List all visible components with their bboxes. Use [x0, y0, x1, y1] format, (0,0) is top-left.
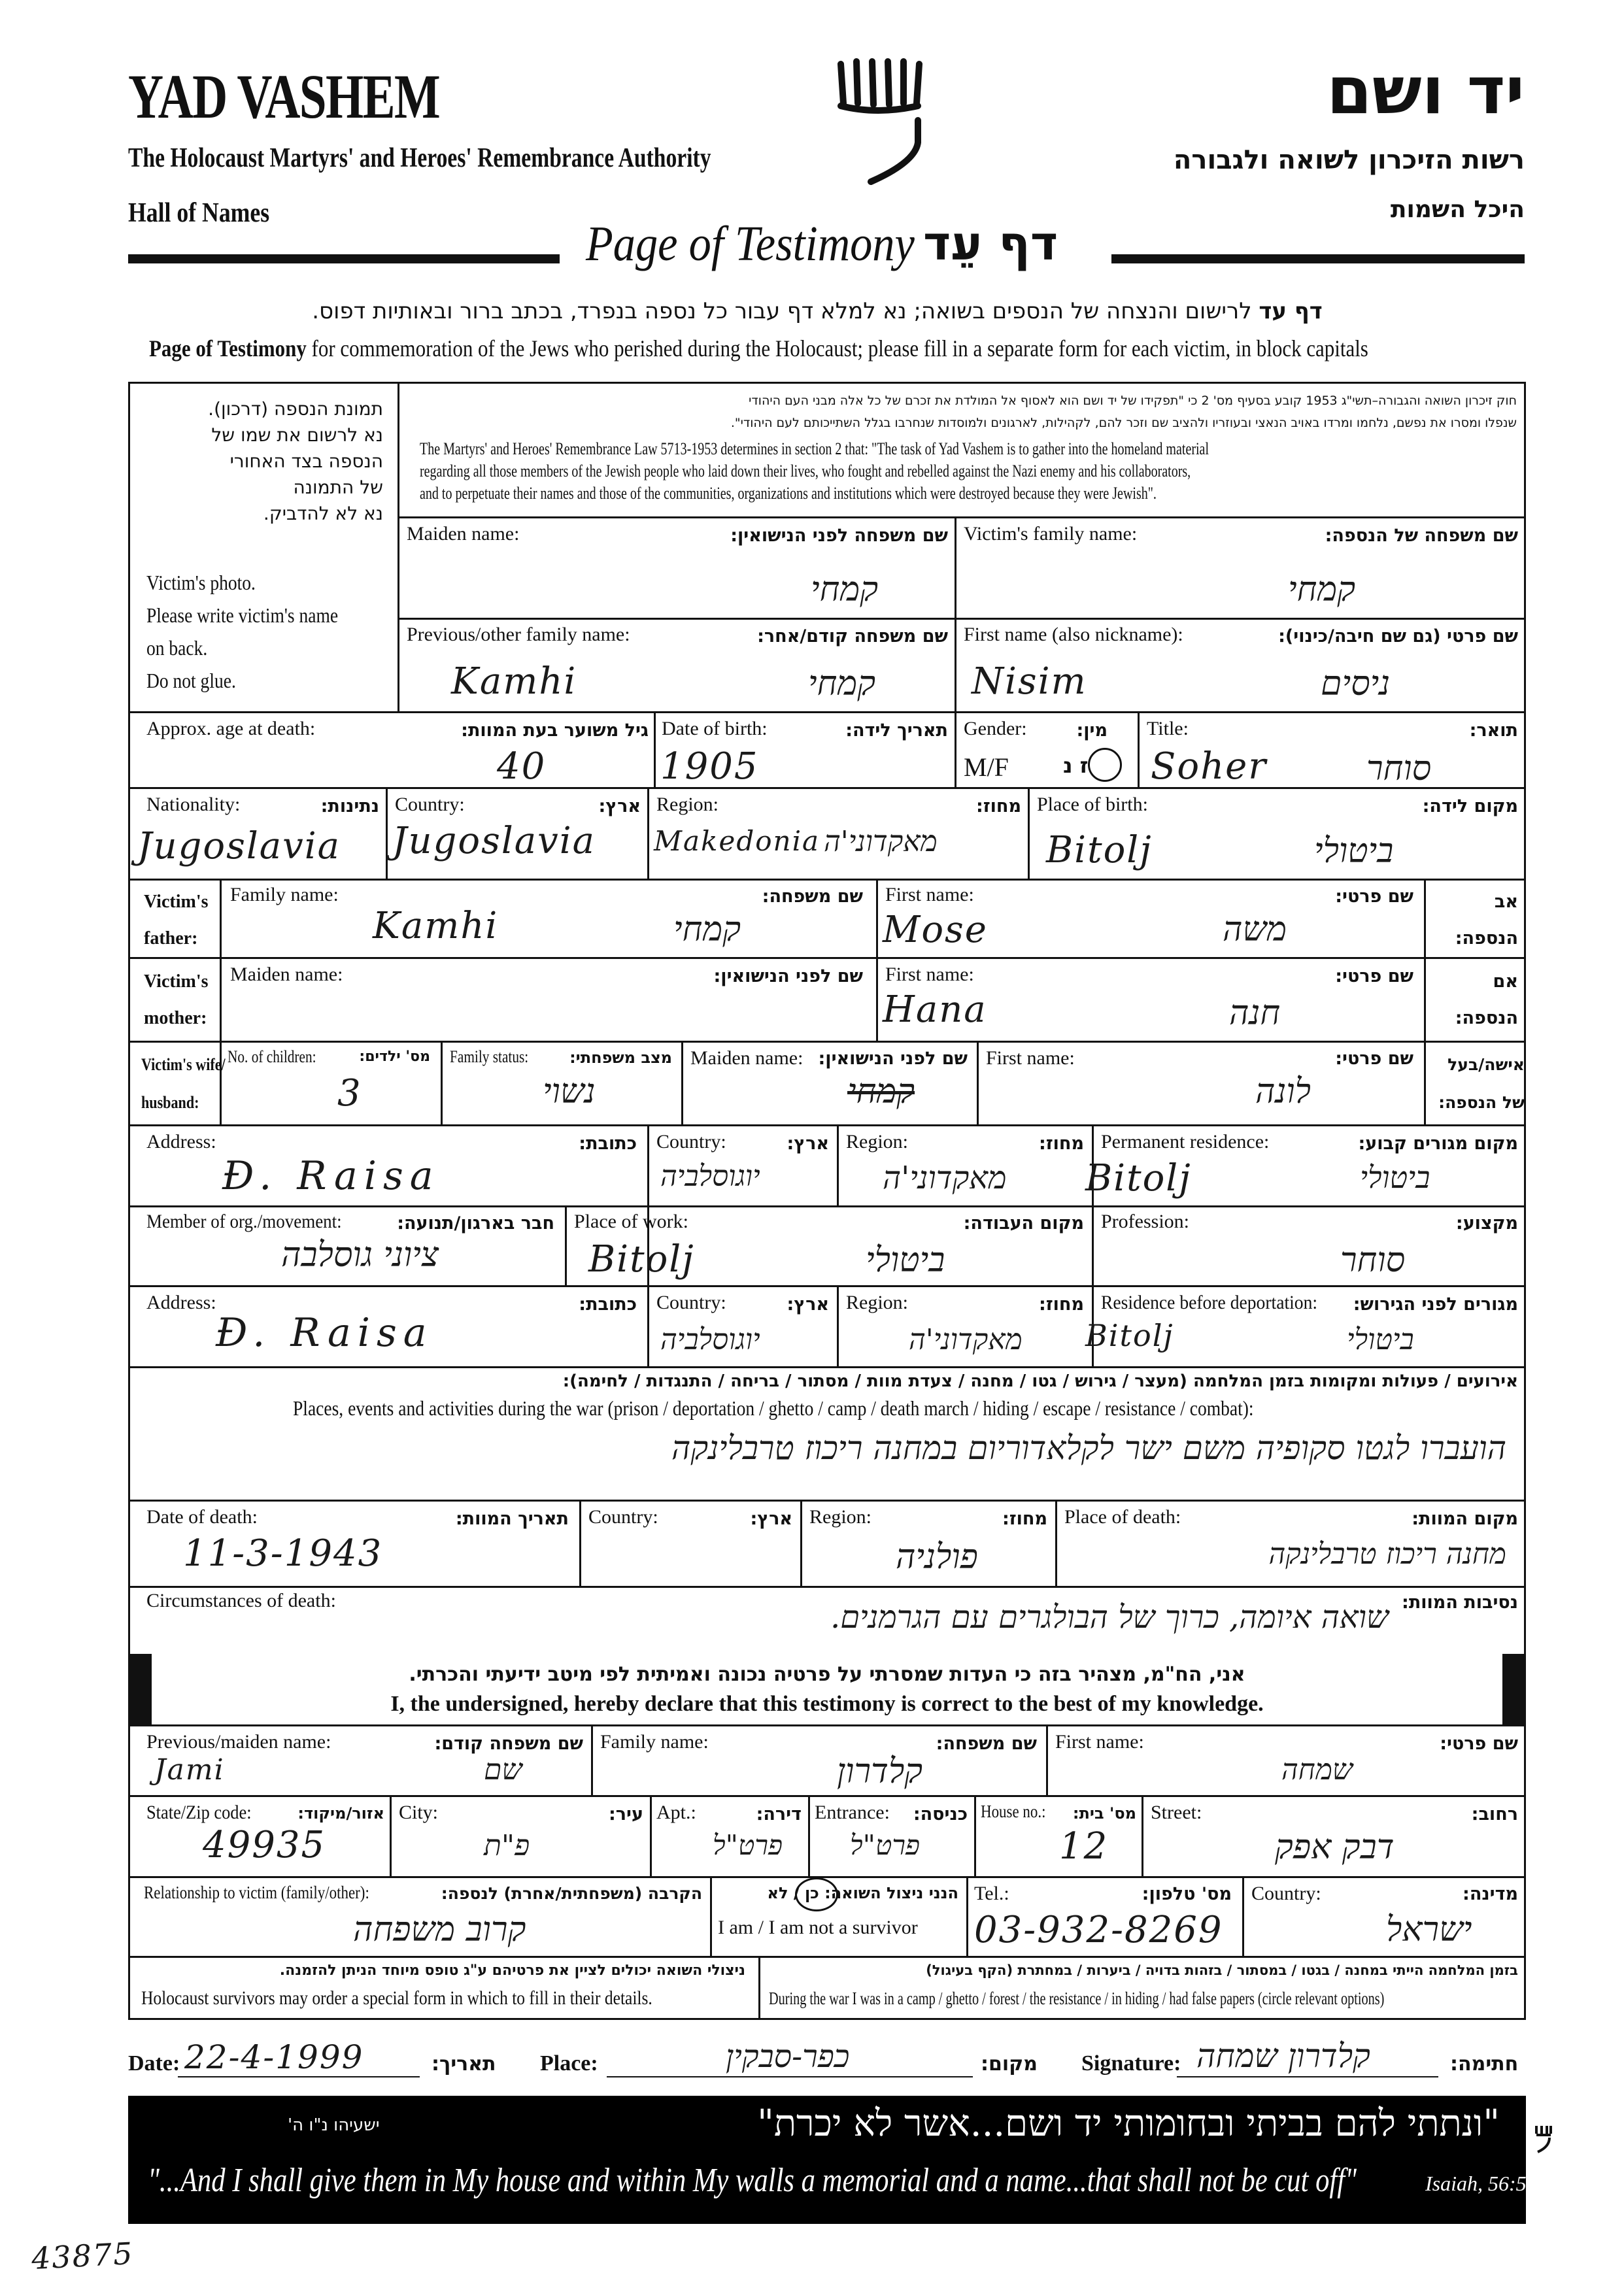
death-place-label-he: מקום המוות: — [1412, 1509, 1518, 1529]
address-label: Address: — [146, 1131, 216, 1152]
profession-label-he: מקצוע: — [1455, 1213, 1518, 1234]
maiden-name-value[interactable]: קמחי — [811, 570, 879, 609]
war-note-he: בזמן המלחמה הייתי במחנה / בגטו / במסתור / בזהות בדויה / ביערות / במחתרת (הקף בעיגול) — [926, 1962, 1518, 1978]
father-family-label-he: שם משפחה: — [762, 886, 863, 907]
dep-residence-label-he: מגורים לפני הגירוש: — [1353, 1294, 1518, 1315]
permanent-res-label: Permanent residence: — [1101, 1131, 1270, 1152]
place-label-he: מקום: — [981, 2053, 1038, 2076]
zip-value[interactable]: 49935 — [203, 1824, 326, 1866]
signature-value[interactable]: קלדרון שמחה — [1196, 2037, 1370, 2075]
place-label: Place: — [540, 2051, 598, 2076]
work-place-label-he: מקום העבודה: — [963, 1213, 1084, 1234]
death-place-label: Place of death: — [1064, 1506, 1181, 1528]
form-title-en: Page of Testimony — [586, 216, 915, 271]
events-label-he: אירועים / פעולות ומקומות בזמן המלחמה (מעצר / גירוש / גטו / מחנה / צעדת מוות / מסתור / בריחה / התנגדות / לחימה): — [562, 1371, 1518, 1391]
dep-residence-value-he[interactable]: ביטולי — [1347, 1323, 1414, 1356]
dep-residence-label: Residence before deportation: — [1101, 1292, 1318, 1313]
dob-label-he: תאריך לידה: — [845, 720, 948, 741]
res-region-label: Region: — [846, 1131, 908, 1152]
circumstances-label-he: נסיבות המוות: — [1402, 1592, 1518, 1613]
death-place-value[interactable]: מחנה ריכוז טרבלינקה — [1268, 1538, 1506, 1571]
survivor-circle — [795, 1877, 838, 1911]
house-label-he: מס' בית: — [1072, 1804, 1136, 1823]
family-status-value[interactable]: נשוי — [543, 1072, 596, 1111]
gender-options[interactable]: M/F — [964, 752, 1009, 782]
father-family-value[interactable]: Kamhi — [373, 905, 499, 947]
circumstances-value[interactable]: שואה איומה, כרוך של הבולגרים עם הגרמנים. — [830, 1599, 1389, 1636]
dep-region-label-he: מחוז: — [1039, 1294, 1084, 1315]
footer-quote-he: "ונתתי להם בביתי ובחומותי יד ושם...אשר לא יכרת" — [757, 2102, 1500, 2145]
nationality-label: Nationality: — [146, 794, 241, 815]
declaration-he: אני, הח"מ, מצהיר בזה כי העדות שמסרתי על פרטיה נכונה ואמיתית לפי מיטב ידיעתי והכרתי. — [409, 1663, 1245, 1686]
profession-value[interactable]: סוחר — [1340, 1241, 1406, 1280]
archive-stamp-number: 43875 — [30, 2235, 135, 2277]
work-place-value-he[interactable]: ביטולי — [866, 1241, 945, 1280]
address-label-he: כתובת: — [579, 1134, 637, 1154]
city-label: City: — [399, 1802, 439, 1823]
children-value[interactable]: 3 — [337, 1072, 362, 1115]
events-value[interactable]: הועברו לגטו סקופיה משם ישר לקלאדוריום במחנה ריכוז טרבלינקה — [671, 1429, 1506, 1467]
age-value[interactable]: 40 — [497, 745, 547, 788]
title-label: Title: — [1147, 718, 1189, 739]
org-member-label: Member of org./movement: — [146, 1211, 342, 1232]
maiden-name-label-he: שם משפחה לפני הנישואין: — [730, 526, 948, 546]
spouse-side-label: Victim's wife/ husband: — [141, 1055, 226, 1112]
res-country-value[interactable]: יוגוסלביה — [660, 1160, 760, 1193]
zip-label: State/Zip code: — [146, 1802, 252, 1823]
gender-label: Gender: — [964, 718, 1027, 739]
family-name-label-he: שם משפחה של הנספה: — [1325, 526, 1518, 546]
children-label: No. of children: — [228, 1047, 316, 1066]
spouse-first-value[interactable]: לונה — [1255, 1072, 1311, 1111]
sub-previous-value-he[interactable]: שם — [484, 1753, 522, 1787]
mother-side-label-he: אם הנספה: — [1455, 971, 1518, 1028]
intro-he-text: לרישום והנצחה של הנספים בשואה; נא למלא דף עבור כל נספה בנפרד, בכתב ברור ובאותיות דפוס. — [312, 298, 1252, 324]
previous-name-value[interactable]: Kamhi — [451, 660, 577, 703]
spouse-first-label: First name: — [986, 1047, 1075, 1069]
gender-label-he: מין: — [1076, 720, 1108, 741]
age-label-he: גיל משוער בעת המוות: — [461, 720, 649, 741]
gender-options-he[interactable]: ז נ — [1063, 753, 1089, 778]
intro-en — [149, 335, 1368, 362]
sub-first-label: First name: — [1055, 1731, 1144, 1753]
family-status-label-he: מצב משפחתי: — [569, 1049, 672, 1067]
events-label-en: Places, events and activities during the war (prison / deportation / ghetto / camp / death march / hiding / escape / resistance / combat): — [293, 1396, 1254, 1420]
war-note-en: During the war I was in a camp / ghetto / forest / the resistance / in hiding / had false papers (circle relevant options) — [769, 1989, 1385, 2008]
children-label-he: מס' ילדים: — [359, 1049, 430, 1065]
org-name-en: YAD VASHEM — [128, 61, 440, 131]
sub-first-label-he: שם פרטי: — [1440, 1734, 1518, 1754]
relationship-label: Relationship to victim (family/other): — [144, 1883, 369, 1902]
maiden-name-label: Maiden name: — [407, 523, 520, 545]
country-label: Country: — [395, 794, 465, 815]
age-label: Approx. age at death: — [146, 718, 316, 739]
father-side-label: Victim's father: — [144, 892, 209, 949]
street-value[interactable]: דבק אפק — [1275, 1828, 1395, 1867]
title-value[interactable]: Soher — [1151, 745, 1268, 788]
previous-name-value-he[interactable]: קמחי — [808, 664, 876, 703]
survivor-note-he: ניצולי השואה יכולים לציין את פרטיהם ע"ג טופס מיוחד הניתן להזמנה. — [279, 1962, 745, 1979]
sub-previous-label: Previous/maiden name: — [146, 1731, 331, 1753]
permanent-res-label-he: מקום מגורים קבוע: — [1358, 1134, 1518, 1154]
father-family-value-he[interactable]: קמחי — [673, 910, 741, 949]
footer-ref-en: Isaiah, 56:5 — [1425, 2172, 1527, 2195]
apt-label: Apt.: — [656, 1802, 696, 1823]
survivor-note-en: Holocaust survivors may order a special form in which to fill in their details. — [141, 1987, 652, 2009]
footer-ref-he: ישעיהו נ"ו ה' — [288, 2115, 380, 2135]
death-date-value[interactable]: 11-3-1943 — [183, 1532, 383, 1575]
place-value[interactable]: כפר-סבקין — [726, 2038, 850, 2075]
family-name-label: Victim's family name: — [964, 523, 1138, 545]
death-country-label-he: ארץ: — [750, 1509, 792, 1529]
org-name-he: יד ושם — [1327, 52, 1525, 129]
footer-quote-en: "...And I shall give them in My house and within My walls a memorial and a name...that shall not be cut off" — [148, 2162, 1357, 2199]
street-label-he: רחוב: — [1471, 1804, 1518, 1824]
signature-label-he: חתימה: — [1450, 2053, 1519, 2076]
house-value[interactable]: 12 — [1059, 1825, 1109, 1868]
birthplace-value-he[interactable]: ביטולי — [1314, 832, 1394, 871]
house-label: House no.: — [981, 1802, 1046, 1821]
first-name-value-he[interactable]: ניסים — [1321, 664, 1391, 703]
org-member-value[interactable]: ציוני גוסלבה — [281, 1235, 439, 1275]
authority-he: רשות הזיכרון לשואה ולגבורה — [1173, 145, 1525, 175]
spouse-maiden-value[interactable]: קמחי — [847, 1072, 915, 1111]
mother-maiden-label-he: שם לפני הנישואין: — [713, 966, 863, 986]
declaration-en: I, the undersigned, hereby declare that this testimony is correct to the best of my knowledge. — [390, 1692, 1264, 1716]
dep-address-label: Address: — [146, 1292, 216, 1313]
permanent-res-value-he[interactable]: ביטולי — [1360, 1160, 1430, 1195]
dep-residence-value[interactable]: Bitolj — [1085, 1318, 1174, 1353]
sub-country-label-he: מדינה: — [1463, 1884, 1518, 1904]
birthplace-label: Place of birth: — [1037, 794, 1148, 815]
entrance-label-he: כניסה: — [913, 1804, 968, 1824]
work-place-label: Place of work: — [574, 1211, 688, 1232]
title-value-he[interactable]: סוחר — [1366, 749, 1432, 788]
survivor-label-he: הנני ניצול השואה: כן / לא — [767, 1884, 958, 1902]
father-side-label-he: אב הנספה: — [1455, 892, 1518, 949]
permanent-res-value[interactable]: Bitolj — [1085, 1157, 1192, 1200]
dob-label: Date of birth: — [662, 718, 768, 739]
region-label-he: מחוז: — [976, 796, 1021, 816]
dep-region-label: Region: — [846, 1292, 908, 1313]
form-title-he: דף עֵד — [923, 216, 1058, 271]
res-region-value[interactable]: מאקדוני'ה — [883, 1160, 1007, 1196]
dep-region-value[interactable]: מאקדוני'ה — [909, 1323, 1023, 1356]
signature-label: Signature: — [1081, 2051, 1181, 2076]
title-label-he: תואר: — [1469, 720, 1518, 741]
profession-label: Profession: — [1101, 1211, 1189, 1232]
previous-name-label-he: שם משפחה קודם/אחר: — [757, 626, 948, 647]
dep-country-label: Country: — [656, 1292, 726, 1313]
death-date-label: Date of death: — [146, 1506, 258, 1528]
previous-name-label: Previous/other family name: — [407, 624, 630, 645]
first-name-label-he: שם פרטי (גם שם חיבה/כינוי): — [1278, 626, 1518, 647]
intro-he-bold: דף עד — [1259, 298, 1323, 324]
sub-country-label: Country: — [1251, 1883, 1321, 1904]
res-region-label-he: מחוז: — [1039, 1134, 1084, 1154]
apt-value[interactable]: פרט"ל — [713, 1829, 783, 1861]
first-name-label: First name (also nickname): — [964, 624, 1183, 645]
circumstances-label: Circumstances of death: — [146, 1590, 336, 1611]
date-label-he: תאריך: — [431, 2053, 496, 2076]
photo-instructions-en: Victim's photo. Please write victim's name on back. Do not glue. — [146, 571, 339, 692]
intro-en-text: for commemoration of the Jews who perished during the Holocaust; please fill in a separate form for each victim, in block capitals — [311, 335, 1368, 361]
zip-label-he: אזור/מיקוד: — [297, 1804, 384, 1823]
nationality-value[interactable]: Jugoslavia — [137, 825, 341, 867]
intro-en-bold: Page of Testimony — [149, 335, 307, 361]
first-name-value[interactable]: Nisim — [972, 660, 1087, 703]
sub-family-label-he: שם משפחה: — [936, 1734, 1037, 1754]
sub-family-value[interactable]: קלדרון — [837, 1752, 923, 1791]
hall-of-names-he: היכל השמות — [1390, 196, 1525, 223]
spouse-first-label-he: שם פרטי: — [1335, 1049, 1413, 1069]
city-label-he: עיר: — [609, 1804, 643, 1824]
law-text-he: חוק זיכרון השואה והגבורה–תשי"ג 1953 קובע בסעיף מס' 2 כי "תפקידו של יד ושם הוא לאסוף אל המולדת את זכרם של כל אלה מבני העם היהודי שנפלו ומסרו את נפשם, נלחמו ומרדו באויב הנאצי ובעוזריו ולהציב שם וזכר להם, לקהילות, לארגונים ולמוסדות שנחרבו בגלל השתייכותם לעם היהודי". — [730, 394, 1517, 430]
sub-country-value[interactable]: ישראל — [1386, 1910, 1472, 1949]
dob-value[interactable]: 1905 — [660, 745, 759, 788]
mother-first-label-he: שם פרטי: — [1335, 966, 1413, 986]
res-country-label: Country: — [656, 1131, 726, 1152]
street-label: Street: — [1151, 1802, 1202, 1823]
authority-en: The Holocaust Martyrs' and Heroes' Remembrance Authority — [128, 143, 711, 173]
date-value[interactable]: 22-4-1999 — [184, 2038, 364, 2076]
sub-first-value[interactable]: שמחה — [1281, 1753, 1353, 1787]
dep-address-value[interactable]: Ð. Raisa — [216, 1310, 433, 1356]
mother-first-value[interactable]: Hana — [883, 988, 987, 1031]
title-rule-left — [128, 254, 560, 263]
birthplace-label-he: מקום לידה: — [1422, 796, 1518, 816]
birthplace-value[interactable]: Bitolj — [1046, 829, 1153, 871]
tel-label: Tel.: — [974, 1883, 1009, 1904]
relationship-value[interactable]: קרוב משפחה — [353, 1910, 526, 1949]
relationship-label-he: הקרבה (משפחתית/אחרת) לנספה: — [441, 1884, 702, 1903]
father-first-value-he[interactable]: משה — [1223, 910, 1287, 949]
date-label: Date: — [128, 2051, 180, 2076]
family-name-value[interactable]: קמחי — [1288, 570, 1356, 609]
death-region-label: Region: — [809, 1506, 871, 1528]
yad-vashem-logo — [832, 58, 930, 188]
mother-side-label: Victim's mother: — [144, 971, 209, 1028]
father-first-label: First name: — [885, 884, 974, 905]
city-value[interactable]: פ"ת — [484, 1829, 530, 1862]
entrance-label: Entrance: — [815, 1802, 890, 1823]
death-region-value[interactable]: פולניה — [896, 1538, 978, 1577]
org-member-label-he: חבר בארגון/תנועה: — [397, 1213, 554, 1234]
spouse-maiden-label: Maiden name: — [690, 1047, 804, 1069]
work-place-value[interactable]: Bitolj — [588, 1238, 695, 1281]
sub-previous-value[interactable]: Jami — [154, 1753, 225, 1787]
apt-label-he: דירה: — [756, 1804, 802, 1824]
mother-maiden-label: Maiden name: — [230, 964, 343, 985]
small-logo-mark — [1534, 2125, 1553, 2153]
father-family-label: Family name: — [230, 884, 339, 905]
country-value[interactable]: Jugoslavia — [392, 820, 596, 862]
dep-country-value[interactable]: יוגוסלביה — [660, 1323, 760, 1356]
entrance-value[interactable]: פרט"ל — [850, 1829, 920, 1861]
tel-label-he: מס' טלפון: — [1142, 1884, 1232, 1904]
country-label-he: ארץ: — [598, 796, 641, 816]
law-text-en: The Martyrs' and Heroes' Remembrance Law 5713-1953 determines in section 2 that: "The task of Yad Vashem is to gather into the homeland material regarding all those members of the Jewish people who laid down their lives, who fought and rebelled against the Nazi enemy and his collaborators, and to perpetuate their names and those of the communities, organizations and institutions which were destroyed because they were Jewish". — [420, 439, 1210, 503]
hall-of-names-en: Hall of Names — [128, 198, 270, 228]
death-country-label: Country: — [588, 1506, 658, 1528]
father-first-label-he: שם פרטי: — [1335, 886, 1413, 907]
title-rule-right — [1111, 254, 1525, 263]
photo-instructions-he: תמונת הנספה (דרכון). נא לרשום את שמו של הנספה בצד האחורי של התמונה נא לא להדביק. — [208, 398, 383, 524]
nationality-label-he: נתינות: — [320, 796, 379, 816]
death-region-label-he: מחוז: — [1002, 1509, 1047, 1529]
tel-value[interactable]: 03-932-8269 — [974, 1909, 1223, 1951]
death-date-label-he: תאריך המוות: — [455, 1509, 569, 1529]
family-status-label: Family status: — [450, 1047, 529, 1066]
gender-selected-circle — [1088, 748, 1122, 782]
sub-previous-label-he: שם משפחה קודם: — [434, 1734, 583, 1754]
res-country-label-he: ארץ: — [787, 1134, 829, 1154]
dep-address-label-he: כתובת: — [579, 1294, 637, 1315]
region-value[interactable]: Makedonia — [654, 825, 820, 857]
region-label: Region: — [656, 794, 719, 815]
sub-family-label: Family name: — [600, 1731, 709, 1753]
mother-first-label: First name: — [885, 964, 974, 985]
address-value[interactable]: Ð. Raisa — [222, 1153, 440, 1199]
region-value-he[interactable]: מאקדוני'ה — [824, 825, 938, 858]
father-first-value[interactable]: Mose — [883, 909, 988, 951]
survivor-label-en: I am / I am not a survivor — [718, 1917, 918, 1938]
dep-country-label-he: ארץ: — [787, 1294, 829, 1315]
mother-first-value-he[interactable]: חנה — [1229, 994, 1281, 1033]
spouse-maiden-label-he: שם לפני הנישואין: — [818, 1049, 968, 1069]
intro-he — [131, 298, 1504, 324]
spouse-side-label-he: אישה/בעל של הנספה: — [1438, 1055, 1525, 1112]
